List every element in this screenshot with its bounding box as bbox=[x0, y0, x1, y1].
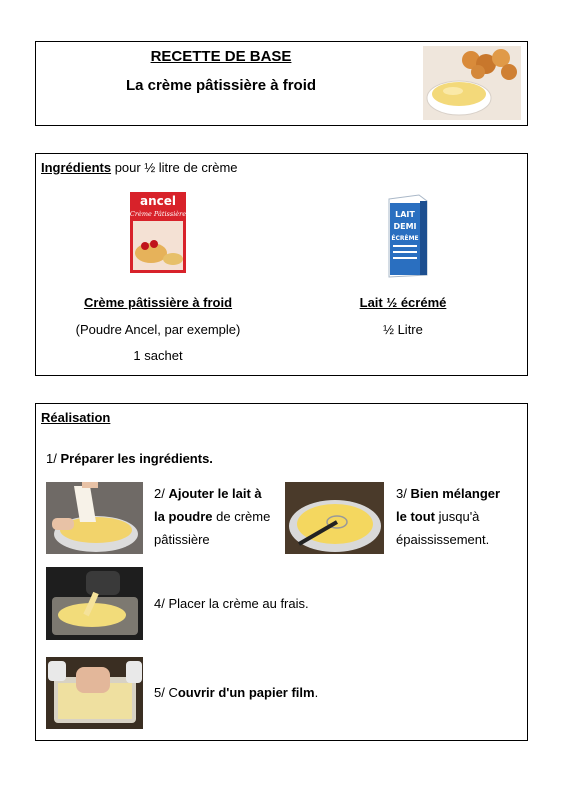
step-4-photo bbox=[46, 567, 143, 640]
page-title: RECETTE DE BASE bbox=[150, 48, 292, 65]
step-5-photo bbox=[46, 657, 143, 729]
step-5-number: 5/ bbox=[154, 685, 169, 700]
ancel-brand-label: ancel bbox=[139, 194, 177, 208]
realisation-heading: Réalisation bbox=[41, 410, 111, 425]
step-5-end: . bbox=[314, 685, 319, 700]
step-5-text bbox=[154, 685, 318, 700]
step-2-line-1 bbox=[154, 482, 279, 505]
ingredients-heading-suffix: pour ½ litre de crème bbox=[111, 160, 238, 175]
ingredient-quantity-1: 1 sachet bbox=[133, 348, 183, 363]
step-3-rest-2: jusqu'à bbox=[435, 509, 480, 524]
step-2-number: 2/ bbox=[154, 486, 169, 501]
step-5-bold: ouvrir d'un papier film bbox=[177, 685, 315, 700]
realisation-box bbox=[35, 403, 528, 741]
step-3-line-3: épaississement. bbox=[396, 532, 490, 547]
ingredient-name-2: Lait ½ écrémé bbox=[359, 295, 447, 310]
step-4-text: 4/ Placer la crème au frais. bbox=[154, 596, 309, 611]
step-3-bold-1: Bien mélanger bbox=[410, 486, 501, 501]
ingredient-detail-1: (Poudre Ancel, par exemple) bbox=[75, 322, 241, 337]
page-subtitle: La crème pâtissière à froid bbox=[125, 77, 317, 94]
step-5-c: C bbox=[168, 685, 178, 700]
ingredient-name-1: Crème pâtissière à froid bbox=[83, 295, 233, 310]
step-3-line-2 bbox=[396, 505, 524, 528]
header-box bbox=[35, 41, 528, 126]
ancel-product-label: Crème Pâtissière bbox=[129, 210, 187, 218]
ingredients-heading-label: Ingrédients bbox=[41, 160, 112, 175]
step-2-text bbox=[154, 482, 279, 551]
ingredient-quantity-2: ½ Litre bbox=[383, 322, 423, 337]
step-2-rest-2: de crème bbox=[212, 509, 271, 524]
step-2-photo bbox=[46, 482, 143, 554]
step-2-line-2 bbox=[154, 505, 279, 528]
milk-label-line2: DEMI bbox=[393, 222, 417, 231]
step-3-line-1 bbox=[396, 482, 524, 505]
step-1-text: Préparer les ingrédients. bbox=[60, 451, 213, 466]
ingredients-box bbox=[35, 153, 528, 376]
milk-label-line1: LAIT bbox=[395, 210, 415, 219]
step-3-text bbox=[396, 482, 524, 551]
step-2-bold-2: la poudre bbox=[154, 509, 213, 524]
step-3-bold-2: le tout bbox=[396, 509, 435, 524]
step-3-number: 3/ bbox=[396, 486, 411, 501]
step-2-bold-1: Ajouter le lait à bbox=[168, 486, 262, 501]
step-3-photo bbox=[285, 482, 384, 554]
step-1-number: 1/ bbox=[46, 451, 61, 466]
step-2-line-3: pâtissière bbox=[154, 532, 210, 547]
ingredients-heading bbox=[41, 160, 238, 175]
header-cream-bowl-photo bbox=[423, 46, 521, 120]
milk-label-line3: ÉCRÈME bbox=[391, 235, 419, 242]
milk-carton-image bbox=[383, 193, 429, 278]
ancel-package-image bbox=[129, 191, 187, 274]
step-1 bbox=[46, 451, 213, 466]
